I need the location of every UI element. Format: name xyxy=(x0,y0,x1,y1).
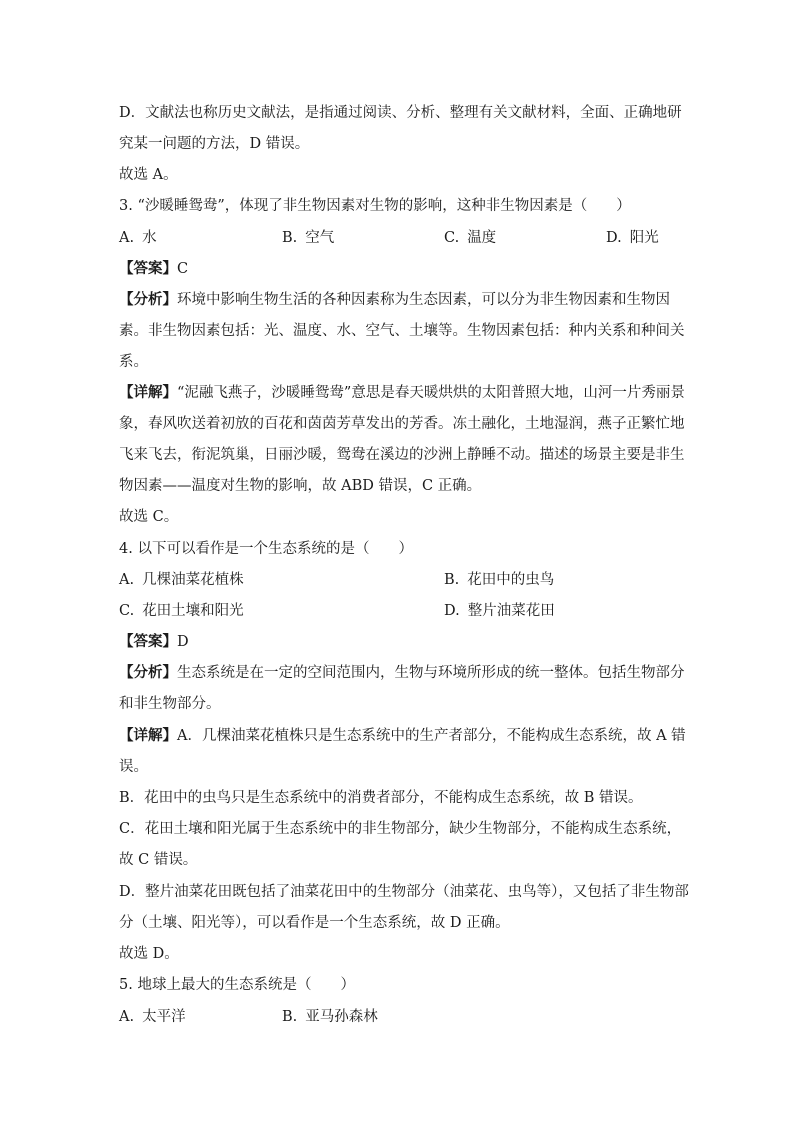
analysis-text: 环境中影响生物生活的各种因素称为生态因素，可以分为非生物因素和生物因 xyxy=(177,292,670,308)
analysis-tag: 【分析】 xyxy=(119,664,177,681)
option-text: 温度 xyxy=(467,230,497,246)
option-text: 阳光 xyxy=(629,230,659,246)
q5-option-a xyxy=(119,1007,186,1027)
text-line: 分（土壤、阳光等），可以看作是一个生态系统，故 D 正确。 xyxy=(119,915,510,931)
q4-analysis xyxy=(119,663,685,683)
q4-option-a xyxy=(119,570,244,590)
text-line: D．文献法也称历史文献法，是指通过阅读、分析、整理有关文献材料，全面、正确地研 xyxy=(119,105,682,121)
detail-tag: 【详解】 xyxy=(119,727,177,744)
text-line: 误。 xyxy=(119,759,148,775)
q4-option-c xyxy=(119,601,244,621)
text-line: 飞来飞去，衔泥筑巢，日丽沙暖，鸳鸯在溪边的沙洲上静睡不动。描述的场景主要是非生 xyxy=(119,447,685,463)
text-line: 故选 C。 xyxy=(119,509,179,525)
detail-text: A．几棵油菜花植株只是生态系统中的生产者部分，不能构成生态系统，故 A 错 xyxy=(177,728,686,744)
option-text: 花田中的虫鸟 xyxy=(467,572,555,588)
question-5: 5. 地球上最大的生态系统是（ ） xyxy=(119,977,355,993)
option-letter: A. xyxy=(119,1009,135,1025)
q4-detail xyxy=(119,726,686,746)
text-line: 和非生物部分。 xyxy=(119,696,221,712)
q3-analysis xyxy=(119,290,670,310)
text-line: D．整片油菜花田既包括了油菜花田中的生物部分（油菜花、虫鸟等），又包括了非生物部 xyxy=(119,884,689,900)
q3-option-b xyxy=(282,228,334,248)
text-line: 素。非生物因素包括：光、温度、水、空气、土壤等。生物因素包括：种内关系和种间关 xyxy=(119,323,685,339)
analysis-text: 生态系统是在一定的空间范围内，生物与环境所形成的统一整体。包括生物部分 xyxy=(177,665,685,681)
option-letter: B. xyxy=(282,1009,298,1025)
text-line: C．花田土壤和阳光属于生态系统中的非生物部分，缺少生物部分，不能构成生态系统， xyxy=(119,821,682,837)
option-text: 几棵油菜花植株 xyxy=(142,572,244,588)
q4-answer xyxy=(119,632,189,652)
option-text: 花田土壤和阳光 xyxy=(142,603,244,619)
text-line: 故选 A。 xyxy=(119,167,178,183)
option-text: 太平洋 xyxy=(142,1009,186,1025)
question-4: 4. 以下可以看作是一个生态系统的是（ ） xyxy=(119,541,413,557)
q3-answer xyxy=(119,259,188,279)
option-letter: A. xyxy=(119,572,135,588)
option-text: 空气 xyxy=(305,230,335,246)
q4-option-b xyxy=(444,570,554,590)
q3-option-d xyxy=(606,228,659,248)
question-3: 3. “沙暖睡鸳鸯”，体现了非生物因素对生物的影响，这种非生物因素是（ ） xyxy=(119,198,631,214)
text-line: 物因素——温度对生物的影响，故 ABD 错误，C 正确。 xyxy=(119,478,482,494)
q4-option-d xyxy=(444,601,555,621)
text-line: 系。 xyxy=(119,354,148,370)
option-letter: C. xyxy=(119,603,135,619)
q3-option-a xyxy=(119,228,157,248)
q3-option-c xyxy=(444,228,496,248)
option-letter: D. xyxy=(606,230,622,246)
answer-tag: 【答案】 xyxy=(119,260,177,277)
answer-value: C xyxy=(177,261,189,277)
analysis-tag: 【分析】 xyxy=(119,291,177,308)
q3-detail xyxy=(119,383,685,403)
q5-option-b xyxy=(282,1007,378,1027)
option-text: 整片油菜花田 xyxy=(467,603,555,619)
option-letter: B. xyxy=(282,230,298,246)
detail-tag: 【详解】 xyxy=(119,384,177,401)
answer-value: D xyxy=(177,634,189,650)
option-text: 水 xyxy=(142,230,157,246)
text-line: 象，春风吹送着初放的百花和茵茵芳草发出的芳香。冻土融化，土地湿润，燕子正繁忙地 xyxy=(119,416,685,432)
text-line: B．花田中的虫鸟只是生态系统中的消费者部分，不能构成生态系统，故 B 错误。 xyxy=(119,790,643,806)
text-line: 故 C 错误。 xyxy=(119,852,198,868)
answer-tag: 【答案】 xyxy=(119,633,177,650)
option-letter: C. xyxy=(444,230,460,246)
text-line: 究某一问题的方法，D 错误。 xyxy=(119,136,310,152)
option-letter: B. xyxy=(444,572,460,588)
option-letter: A. xyxy=(119,230,135,246)
option-letter: D. xyxy=(444,603,460,619)
detail-text: “泥融飞燕子，沙暖睡鸳鸯”意思是春天暖烘烘的太阳普照大地，山河一片秀丽景 xyxy=(177,385,685,401)
option-text: 亚马孙森林 xyxy=(305,1009,378,1025)
text-line: 故选 D。 xyxy=(119,946,179,962)
